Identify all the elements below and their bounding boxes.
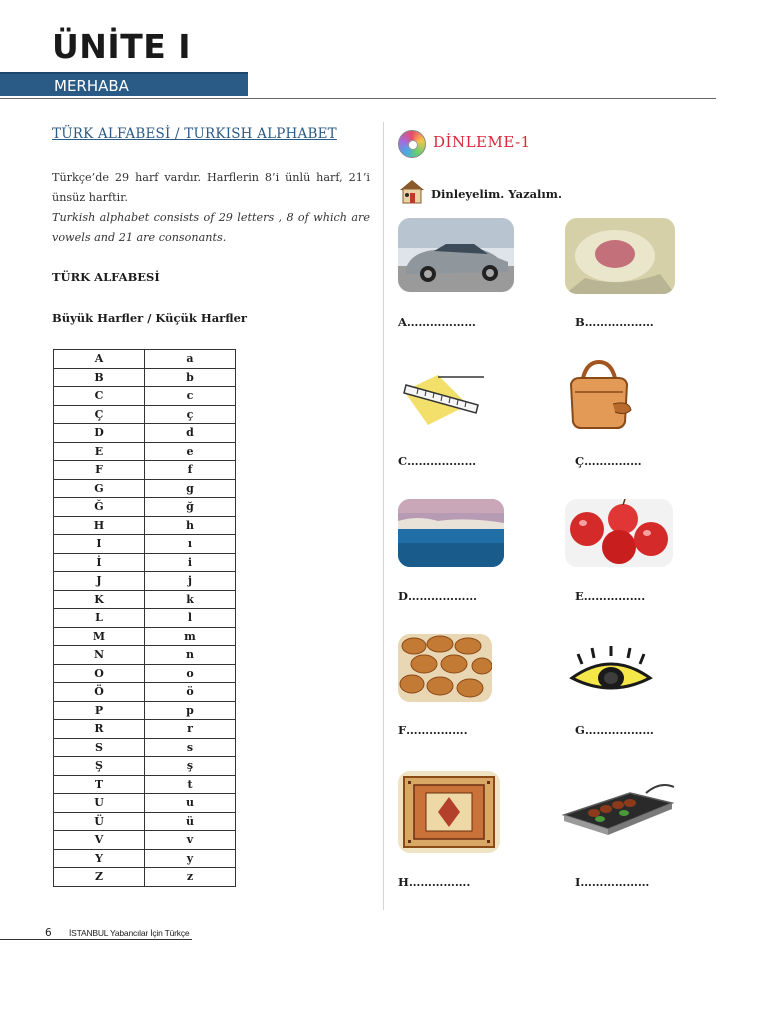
answer-label-g: G……………… — [575, 723, 654, 737]
uppercase-letter: B — [54, 368, 145, 387]
table-row — [54, 646, 236, 665]
lowercase-letter: u — [145, 794, 236, 813]
eye-icon — [568, 646, 654, 698]
table-row — [54, 498, 236, 517]
intro-paragraph-turkish: Türkçe’de 29 harf vardır. Harflerin 8’i ünlü harf, 21’i ünsüz harftir. — [52, 171, 370, 204]
lowercase-letter: p — [145, 701, 236, 720]
header-divider — [0, 98, 716, 99]
lowercase-letter: ü — [145, 812, 236, 831]
lowercase-letter: d — [145, 424, 236, 443]
listening-title: DİNLEME-1 — [433, 133, 531, 151]
uppercase-letter: S — [54, 738, 145, 757]
answer-label-b: B……………… — [575, 315, 654, 329]
lowercase-letter: k — [145, 590, 236, 609]
lowercase-letter: ğ — [145, 498, 236, 517]
grill-icon — [560, 775, 678, 841]
table-row — [54, 812, 236, 831]
listening-instruction: Dinleyelim. Yazalım. — [431, 187, 562, 201]
lowercase-letter: v — [145, 831, 236, 850]
lowercase-letter: j — [145, 572, 236, 591]
table-row — [54, 627, 236, 646]
lowercase-letter: h — [145, 516, 236, 535]
column-divider — [383, 122, 384, 910]
uppercase-letter: N — [54, 646, 145, 665]
answer-label-c: C……………… — [398, 454, 477, 468]
uppercase-letter: A — [54, 350, 145, 369]
uppercase-letter: Ç — [54, 405, 145, 424]
alphabet-table — [53, 349, 236, 887]
intro-paragraph-english: Turkish alphabet consists of 29 letters , 8 of which are vowels and 21 are consonants. — [52, 211, 370, 244]
table-row — [54, 405, 236, 424]
table-row — [54, 553, 236, 572]
table-row — [54, 794, 236, 813]
bread-icon — [398, 634, 492, 702]
answer-label-e: E……………. — [575, 589, 646, 603]
lowercase-letter: z — [145, 868, 236, 887]
uppercase-letter: G — [54, 479, 145, 498]
house-icon — [398, 177, 426, 205]
uppercase-letter: İ — [54, 553, 145, 572]
uppercase-letter: C — [54, 387, 145, 406]
lowercase-letter: m — [145, 627, 236, 646]
lowercase-letter: ı — [145, 535, 236, 554]
uppercase-letter: Y — [54, 849, 145, 868]
table-row — [54, 775, 236, 794]
uppercase-letter: Ğ — [54, 498, 145, 517]
cases-heading: Büyük Harfler / Küçük Harfler — [52, 311, 247, 325]
table-row — [54, 701, 236, 720]
uppercase-letter: H — [54, 516, 145, 535]
answer-label-i: I……………… — [575, 875, 650, 889]
table-row — [54, 368, 236, 387]
uppercase-letter: Ö — [54, 683, 145, 702]
table-row — [54, 738, 236, 757]
lowercase-letter: ö — [145, 683, 236, 702]
uppercase-letter: J — [54, 572, 145, 591]
uppercase-letter: I — [54, 535, 145, 554]
unit-title: ÜNİTE I — [52, 27, 192, 66]
bag-icon — [565, 360, 633, 430]
sea-icon — [398, 499, 504, 567]
uppercase-letter: P — [54, 701, 145, 720]
ruler-icon — [398, 365, 486, 427]
uppercase-letter: L — [54, 609, 145, 628]
uppercase-letter: U — [54, 794, 145, 813]
table-row — [54, 387, 236, 406]
unit-subtitle: MERHABA — [54, 77, 129, 95]
table-row — [54, 479, 236, 498]
uppercase-letter: O — [54, 664, 145, 683]
lowercase-letter: e — [145, 442, 236, 461]
section-title: TÜRK ALFABESİ / TURKISH ALPHABET — [52, 126, 337, 142]
lowercase-letter: s — [145, 738, 236, 757]
uppercase-letter: T — [54, 775, 145, 794]
lowercase-letter: o — [145, 664, 236, 683]
uppercase-letter: M — [54, 627, 145, 646]
lowercase-letter: r — [145, 720, 236, 739]
car-icon — [398, 218, 514, 292]
table-row — [54, 461, 236, 480]
lowercase-letter: f — [145, 461, 236, 480]
table-row — [54, 720, 236, 739]
answer-label-cc: Ç…………… — [575, 454, 642, 468]
table-row — [54, 572, 236, 591]
table-row — [54, 590, 236, 609]
answer-label-h: H……………. — [398, 875, 471, 889]
table-row — [54, 609, 236, 628]
baby-icon — [565, 218, 675, 294]
lowercase-letter: n — [145, 646, 236, 665]
table-row — [54, 424, 236, 443]
uppercase-letter: Z — [54, 868, 145, 887]
lowercase-letter: c — [145, 387, 236, 406]
alphabet-heading: TÜRK ALFABESİ — [52, 270, 160, 284]
uppercase-letter: F — [54, 461, 145, 480]
table-row — [54, 757, 236, 776]
table-row — [54, 849, 236, 868]
carpet-icon — [398, 771, 500, 853]
lowercase-letter: g — [145, 479, 236, 498]
lowercase-letter: ş — [145, 757, 236, 776]
table-row — [54, 664, 236, 683]
lowercase-letter: t — [145, 775, 236, 794]
uppercase-letter: D — [54, 424, 145, 443]
uppercase-letter: Ş — [54, 757, 145, 776]
lowercase-letter: l — [145, 609, 236, 628]
apples-icon — [565, 499, 673, 567]
table-row — [54, 350, 236, 369]
page-number: 6 — [45, 927, 52, 939]
uppercase-letter: V — [54, 831, 145, 850]
lowercase-letter: b — [145, 368, 236, 387]
answer-label-d: D……………… — [398, 589, 477, 603]
table-row — [54, 516, 236, 535]
table-row — [54, 683, 236, 702]
uppercase-letter: K — [54, 590, 145, 609]
lowercase-letter: a — [145, 350, 236, 369]
answer-label-f: F……………. — [398, 723, 468, 737]
table-row — [54, 535, 236, 554]
unit-banner — [0, 72, 248, 96]
uppercase-letter: Ü — [54, 812, 145, 831]
book-title: İSTANBUL Yabancılar İçin Türkçe — [69, 928, 190, 938]
table-row — [54, 442, 236, 461]
footer-divider — [0, 939, 192, 940]
table-row — [54, 831, 236, 850]
uppercase-letter: E — [54, 442, 145, 461]
lowercase-letter: ç — [145, 405, 236, 424]
answer-label-a: A……………… — [398, 315, 476, 329]
table-row — [54, 868, 236, 887]
lowercase-letter: y — [145, 849, 236, 868]
uppercase-letter: R — [54, 720, 145, 739]
lowercase-letter: i — [145, 553, 236, 572]
cd-icon — [398, 130, 426, 158]
